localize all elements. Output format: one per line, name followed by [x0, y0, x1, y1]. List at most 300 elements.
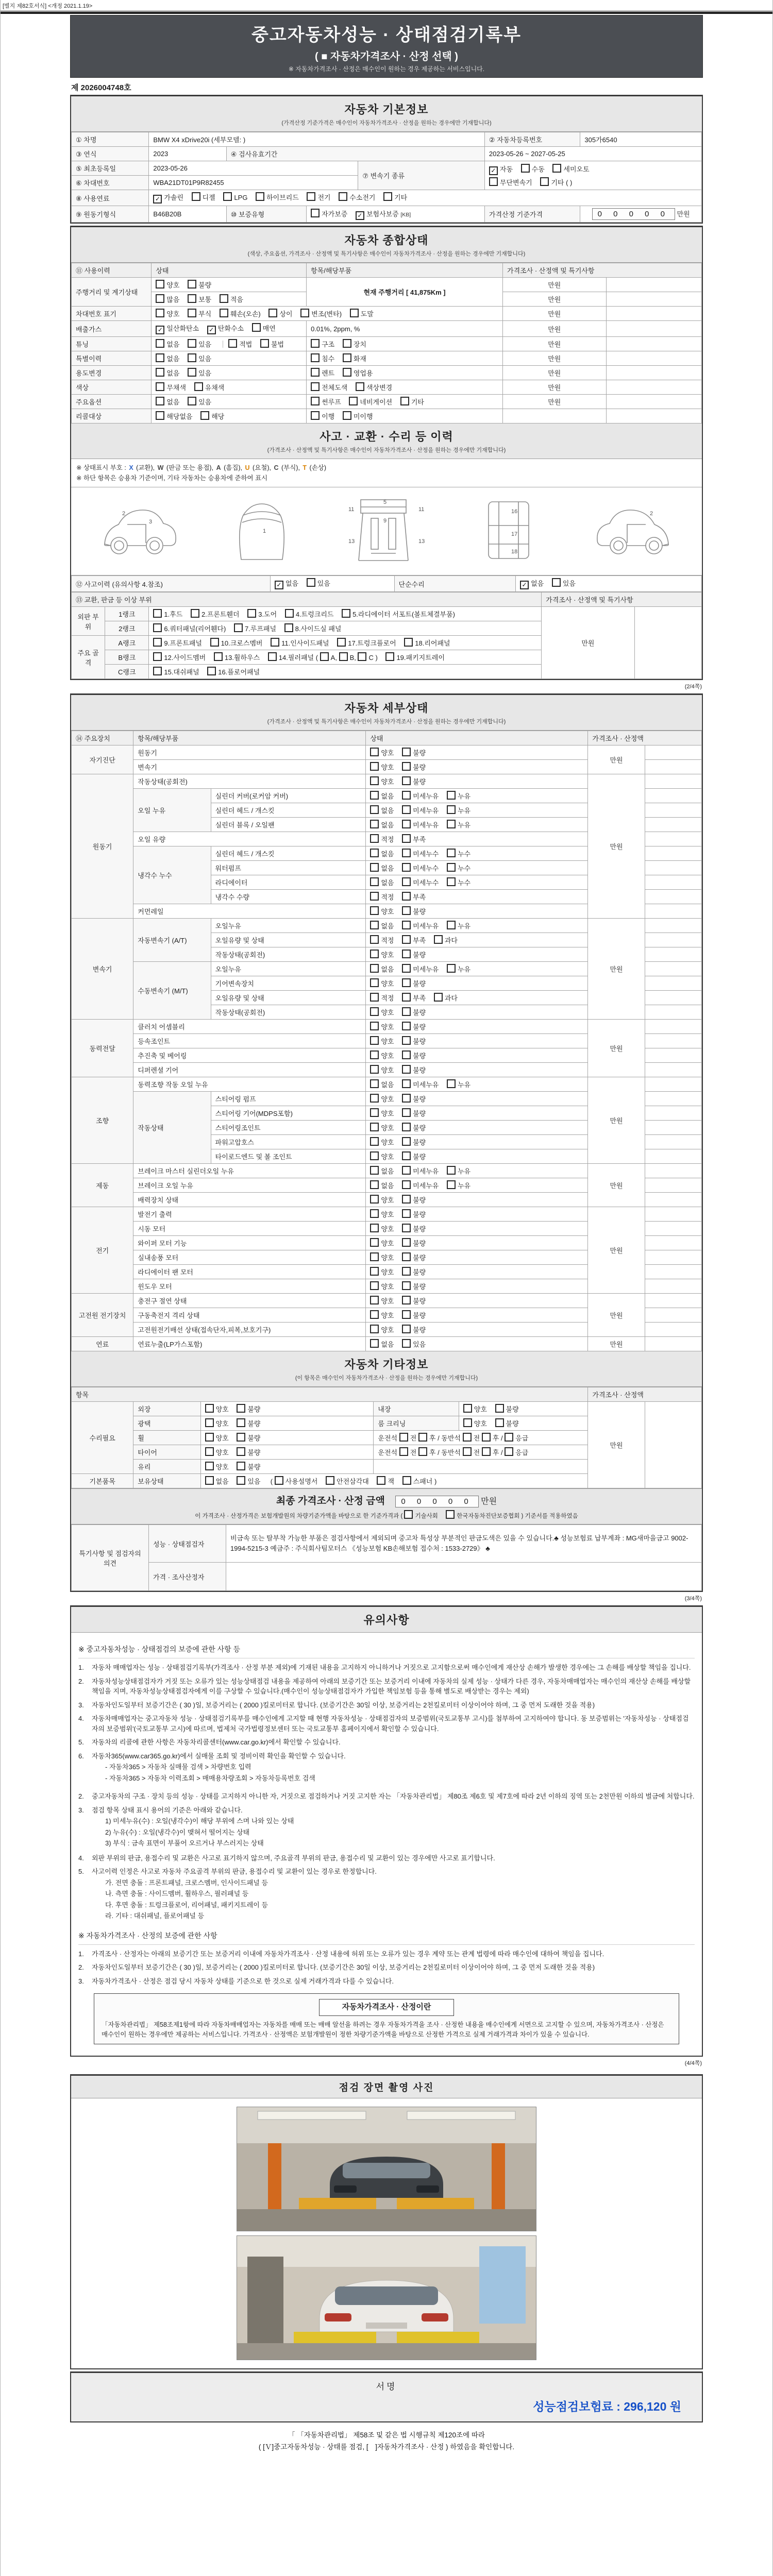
- checkbox[interactable]: ✓: [489, 166, 498, 175]
- checkbox-option[interactable]: [402, 1296, 426, 1306]
- checkbox[interactable]: [402, 921, 411, 929]
- checkbox[interactable]: [252, 323, 261, 332]
- checkbox-option[interactable]: [271, 638, 329, 648]
- checkbox[interactable]: [311, 353, 320, 362]
- checkbox-option[interactable]: [447, 964, 470, 974]
- checkbox[interactable]: [188, 339, 196, 348]
- checkbox-option[interactable]: [228, 339, 252, 349]
- checkbox-option[interactable]: [300, 309, 342, 318]
- checkbox-option[interactable]: [156, 382, 186, 392]
- checkbox-option[interactable]: [463, 1418, 487, 1428]
- checkbox-option[interactable]: [402, 993, 426, 1003]
- checkbox-option[interactable]: [207, 323, 244, 334]
- checkbox[interactable]: [370, 1065, 379, 1074]
- checkbox[interactable]: [370, 993, 379, 1002]
- checkbox[interactable]: [418, 1433, 427, 1442]
- checkbox[interactable]: [237, 1418, 245, 1427]
- checkbox[interactable]: [210, 638, 219, 647]
- checkbox-option[interactable]: [311, 411, 334, 421]
- checkbox[interactable]: [205, 1462, 214, 1470]
- checkbox[interactable]: [370, 950, 379, 958]
- checkbox-option[interactable]: [400, 397, 424, 406]
- checkbox[interactable]: [349, 397, 358, 405]
- checkbox-option[interactable]: [402, 1065, 426, 1075]
- checkbox-option[interactable]: [370, 964, 394, 974]
- checkbox-option[interactable]: [311, 397, 341, 406]
- checkbox[interactable]: [370, 1310, 379, 1319]
- checkbox-option[interactable]: [268, 309, 292, 318]
- checkbox-option[interactable]: [311, 382, 347, 392]
- checkbox[interactable]: [370, 1137, 379, 1146]
- checkbox-option[interactable]: [350, 309, 374, 318]
- checkbox-option[interactable]: [402, 791, 439, 801]
- checkbox[interactable]: [234, 623, 243, 632]
- checkbox-option[interactable]: [402, 1238, 426, 1248]
- checkbox[interactable]: [370, 921, 379, 929]
- checkbox-option[interactable]: [188, 294, 211, 304]
- checkbox-option[interactable]: [260, 339, 284, 349]
- checkbox[interactable]: [307, 192, 315, 201]
- checkbox[interactable]: [540, 177, 549, 186]
- checkbox-option[interactable]: [402, 1195, 426, 1205]
- checkbox[interactable]: [370, 1094, 379, 1103]
- checkbox-option[interactable]: [370, 1050, 394, 1060]
- checkbox-option[interactable]: [552, 578, 576, 588]
- checkbox[interactable]: [223, 192, 232, 201]
- checkbox-option[interactable]: [356, 209, 399, 220]
- checkbox[interactable]: [447, 820, 456, 828]
- checkbox[interactable]: [370, 748, 379, 756]
- checkbox-option[interactable]: [370, 1079, 394, 1089]
- checkbox-option[interactable]: [404, 1510, 438, 1520]
- checkbox[interactable]: [237, 1447, 245, 1456]
- checkbox[interactable]: [370, 892, 379, 901]
- checkbox[interactable]: [200, 411, 209, 420]
- checkbox[interactable]: [370, 820, 379, 828]
- checkbox[interactable]: [153, 623, 162, 632]
- checkbox[interactable]: [188, 294, 196, 303]
- checkbox[interactable]: [370, 964, 379, 973]
- checkbox-option[interactable]: [223, 192, 247, 201]
- checkbox-option[interactable]: [205, 1433, 229, 1443]
- checkbox[interactable]: [370, 762, 379, 771]
- checkbox[interactable]: [339, 192, 347, 201]
- checkbox[interactable]: [370, 1036, 379, 1045]
- checkbox[interactable]: [214, 652, 223, 661]
- checkbox[interactable]: [447, 1180, 456, 1189]
- checkbox-option[interactable]: [307, 578, 330, 588]
- checkbox-option[interactable]: [402, 892, 426, 902]
- checkbox-option[interactable]: [404, 638, 450, 648]
- checkbox[interactable]: [268, 309, 277, 317]
- checkbox-option[interactable]: [402, 1339, 426, 1349]
- checkbox[interactable]: [370, 1108, 379, 1117]
- checkbox-option[interactable]: [434, 993, 458, 1003]
- checkbox[interactable]: [350, 309, 359, 317]
- checkbox[interactable]: [402, 1476, 411, 1485]
- checkbox[interactable]: [402, 762, 411, 771]
- checkbox[interactable]: [402, 776, 411, 785]
- checkbox[interactable]: [370, 1339, 379, 1348]
- checkbox-option[interactable]: [377, 1476, 394, 1486]
- checkbox[interactable]: [447, 921, 456, 929]
- checkbox[interactable]: [402, 849, 411, 857]
- checkbox-option[interactable]: [402, 978, 426, 988]
- checkbox[interactable]: [402, 906, 411, 915]
- checkbox[interactable]: [434, 935, 443, 944]
- checkbox[interactable]: [370, 1238, 379, 1247]
- checkbox-option[interactable]: [370, 921, 394, 930]
- checkbox[interactable]: [402, 892, 411, 901]
- checkbox[interactable]: [434, 993, 443, 1002]
- checkbox[interactable]: [237, 1476, 245, 1485]
- checkbox[interactable]: [260, 339, 269, 348]
- checkbox[interactable]: [505, 1433, 513, 1442]
- checkbox[interactable]: [207, 667, 216, 675]
- checkbox-option[interactable]: [402, 820, 439, 829]
- checkbox[interactable]: [370, 805, 379, 814]
- checkbox[interactable]: [447, 877, 456, 886]
- checkbox[interactable]: [205, 1404, 214, 1413]
- checkbox-option[interactable]: [156, 411, 192, 421]
- checkbox[interactable]: [447, 863, 456, 872]
- checkbox[interactable]: ✓: [207, 326, 216, 334]
- checkbox[interactable]: [402, 877, 411, 886]
- checkbox-option[interactable]: [342, 609, 455, 619]
- checkbox[interactable]: [482, 1447, 491, 1456]
- checkbox-option[interactable]: [402, 1022, 426, 1031]
- checkbox[interactable]: [402, 1252, 411, 1261]
- checkbox[interactable]: [370, 776, 379, 785]
- checkbox-option[interactable]: [207, 667, 260, 676]
- checkbox[interactable]: [402, 1296, 411, 1304]
- checkbox-option[interactable]: [447, 921, 470, 930]
- checkbox[interactable]: [370, 1180, 379, 1189]
- checkbox[interactable]: [370, 1050, 379, 1059]
- checkbox-option[interactable]: [402, 964, 439, 974]
- checkbox[interactable]: [370, 1209, 379, 1218]
- checkbox[interactable]: [275, 1476, 283, 1485]
- checkbox-option[interactable]: [156, 339, 179, 349]
- checkbox-option[interactable]: [188, 339, 211, 349]
- checkbox-option[interactable]: [402, 1007, 426, 1017]
- checkbox[interactable]: [463, 1447, 472, 1456]
- checkbox[interactable]: [156, 368, 164, 377]
- checkbox-option[interactable]: [370, 1325, 394, 1334]
- checkbox-option[interactable]: [343, 411, 373, 421]
- checkbox[interactable]: [402, 863, 411, 872]
- checkbox[interactable]: [370, 978, 379, 987]
- checkbox[interactable]: [205, 1418, 214, 1427]
- checkbox[interactable]: [402, 820, 411, 828]
- checkbox[interactable]: [153, 638, 162, 647]
- checkbox-option[interactable]: [370, 1094, 394, 1104]
- checkbox-option[interactable]: [311, 339, 334, 349]
- checkbox-option[interactable]: [370, 834, 394, 844]
- checkbox[interactable]: [153, 652, 162, 661]
- checkbox-option[interactable]: [188, 368, 211, 378]
- checkbox[interactable]: [156, 353, 164, 362]
- checkbox-option[interactable]: [370, 1166, 394, 1176]
- checkbox-option[interactable]: [153, 623, 226, 633]
- checkbox[interactable]: [156, 397, 164, 405]
- checkbox-option[interactable]: [237, 1447, 260, 1457]
- checkbox-option[interactable]: [402, 805, 439, 815]
- checkbox-option[interactable]: [402, 1036, 426, 1046]
- checkbox-option[interactable]: [402, 776, 426, 786]
- checkbox-option[interactable]: [370, 1281, 394, 1291]
- checkbox[interactable]: [337, 638, 346, 647]
- checkbox-option[interactable]: [370, 935, 394, 945]
- checkbox-option[interactable]: [370, 978, 394, 988]
- checkbox[interactable]: [370, 1007, 379, 1016]
- checkbox[interactable]: [156, 294, 164, 303]
- checkbox[interactable]: [400, 397, 409, 405]
- checkbox-option[interactable]: [370, 1224, 394, 1233]
- checkbox-option[interactable]: [156, 294, 179, 304]
- checkbox[interactable]: [552, 578, 561, 587]
- checkbox-option[interactable]: [191, 609, 240, 619]
- checkbox[interactable]: [300, 309, 309, 317]
- checkbox[interactable]: [383, 192, 392, 201]
- checkbox-option[interactable]: [311, 209, 347, 218]
- checkbox-option[interactable]: [256, 192, 299, 202]
- checkbox-option[interactable]: [402, 877, 439, 887]
- checkbox[interactable]: [370, 1296, 379, 1304]
- checkbox[interactable]: [370, 1267, 379, 1276]
- checkbox[interactable]: [284, 623, 293, 632]
- checkbox[interactable]: [402, 1224, 411, 1232]
- checkbox-option[interactable]: [156, 280, 179, 290]
- checkbox[interactable]: [311, 397, 320, 405]
- checkbox[interactable]: [447, 1079, 456, 1088]
- checkbox-option[interactable]: [402, 921, 439, 930]
- checkbox-option[interactable]: [356, 382, 392, 392]
- checkbox[interactable]: [205, 1433, 214, 1442]
- checkbox-option[interactable]: [370, 1195, 394, 1205]
- checkbox[interactable]: [343, 353, 351, 362]
- checkbox-option[interactable]: [402, 1137, 426, 1147]
- checkbox[interactable]: [495, 1404, 504, 1413]
- checkbox-option[interactable]: [156, 323, 199, 334]
- checkbox[interactable]: [370, 1079, 379, 1088]
- checkbox-option[interactable]: [370, 1252, 394, 1262]
- checkbox-option[interactable]: [349, 397, 392, 406]
- checkbox-option[interactable]: [370, 906, 394, 916]
- checkbox-option[interactable]: [552, 164, 589, 174]
- checkbox[interactable]: [370, 1166, 379, 1175]
- checkbox-option[interactable]: [307, 192, 330, 202]
- checkbox-option[interactable]: [370, 863, 394, 873]
- checkbox[interactable]: [285, 609, 294, 618]
- checkbox-option[interactable]: [237, 1404, 260, 1414]
- checkbox[interactable]: [447, 1166, 456, 1175]
- checkbox[interactable]: [402, 748, 411, 756]
- checkbox[interactable]: [489, 177, 498, 186]
- checkbox-option[interactable]: [402, 1079, 439, 1089]
- checkbox-option[interactable]: [275, 1476, 318, 1486]
- checkbox-option[interactable]: [326, 1476, 369, 1486]
- checkbox[interactable]: [482, 1433, 491, 1442]
- checkbox[interactable]: [156, 309, 164, 317]
- checkbox[interactable]: [342, 609, 350, 618]
- checkbox[interactable]: [370, 1123, 379, 1131]
- checkbox[interactable]: [188, 397, 196, 405]
- checkbox-option[interactable]: [495, 1404, 519, 1414]
- checkbox-option[interactable]: [370, 820, 394, 829]
- checkbox-option[interactable]: [402, 1310, 426, 1320]
- checkbox[interactable]: [402, 1022, 411, 1030]
- checkbox[interactable]: [402, 1108, 411, 1117]
- checkbox[interactable]: [402, 1166, 411, 1175]
- checkbox[interactable]: [311, 339, 320, 348]
- checkbox-option[interactable]: [188, 309, 211, 318]
- checkbox-option[interactable]: [402, 762, 426, 772]
- checkbox[interactable]: [307, 578, 315, 587]
- checkbox[interactable]: [370, 1252, 379, 1261]
- checkbox[interactable]: [326, 1476, 334, 1485]
- checkbox[interactable]: [402, 1339, 411, 1348]
- checkbox[interactable]: [399, 1447, 408, 1456]
- checkbox-option[interactable]: [200, 411, 224, 421]
- checkbox[interactable]: [402, 1180, 411, 1189]
- checkbox[interactable]: [311, 382, 320, 391]
- checkbox-option[interactable]: [237, 1418, 260, 1428]
- checkbox-option[interactable]: [446, 1510, 519, 1520]
- checkbox-option[interactable]: [153, 638, 202, 648]
- checkbox[interactable]: [521, 164, 530, 173]
- checkbox-option[interactable]: [463, 1404, 487, 1414]
- checkbox-option[interactable]: [370, 1209, 394, 1219]
- checkbox-option[interactable]: [370, 762, 394, 772]
- checkbox[interactable]: [402, 935, 411, 944]
- checkbox-option[interactable]: [370, 1123, 394, 1132]
- checkbox-option[interactable]: [447, 1180, 470, 1190]
- checkbox[interactable]: [402, 978, 411, 987]
- checkbox[interactable]: [446, 1510, 455, 1519]
- checkbox-option[interactable]: [385, 652, 444, 662]
- checkbox[interactable]: [463, 1418, 472, 1427]
- checkbox-option[interactable]: [205, 1418, 229, 1428]
- checkbox[interactable]: [402, 964, 411, 973]
- checkbox-option[interactable]: 14.필러패널 ( A, B, C ): [268, 652, 378, 662]
- checkbox[interactable]: [153, 667, 162, 675]
- checkbox[interactable]: [343, 411, 351, 420]
- checkbox[interactable]: [552, 164, 561, 173]
- checkbox-option[interactable]: [275, 578, 298, 589]
- checkbox[interactable]: [188, 353, 196, 362]
- checkbox-option[interactable]: [370, 1036, 394, 1046]
- checkbox[interactable]: [402, 805, 411, 814]
- checkbox-option[interactable]: [447, 820, 470, 829]
- checkbox[interactable]: [447, 805, 456, 814]
- checkbox[interactable]: [237, 1404, 245, 1413]
- checkbox-option[interactable]: [194, 382, 225, 392]
- checkbox-option[interactable]: [370, 993, 394, 1003]
- checkbox-option[interactable]: [370, 1065, 394, 1075]
- checkbox[interactable]: [320, 652, 329, 661]
- checkbox-option[interactable]: [402, 748, 426, 757]
- checkbox-option[interactable]: [447, 849, 470, 858]
- checkbox-option[interactable]: [153, 652, 206, 662]
- checkbox-option[interactable]: [520, 578, 544, 589]
- checkbox-option[interactable]: [489, 177, 532, 187]
- checkbox-option[interactable]: [370, 1310, 394, 1320]
- checkbox[interactable]: [356, 382, 364, 391]
- checkbox-option[interactable]: [402, 1281, 426, 1291]
- checkbox-option[interactable]: [156, 353, 179, 363]
- checkbox-option[interactable]: [247, 609, 277, 619]
- checkbox[interactable]: [343, 368, 351, 377]
- checkbox-option[interactable]: [370, 1339, 394, 1349]
- checkbox[interactable]: [271, 638, 279, 647]
- checkbox-option[interactable]: [205, 1447, 229, 1457]
- checkbox-option[interactable]: [402, 935, 426, 945]
- checkbox[interactable]: [256, 192, 264, 201]
- checkbox[interactable]: [205, 1447, 214, 1456]
- checkbox-option[interactable]: [311, 368, 334, 378]
- checkbox[interactable]: [188, 368, 196, 377]
- checkbox[interactable]: [370, 791, 379, 800]
- checkbox-option[interactable]: [495, 1418, 519, 1428]
- checkbox[interactable]: [370, 935, 379, 944]
- checkbox[interactable]: [463, 1404, 472, 1413]
- checkbox[interactable]: [447, 849, 456, 857]
- checkbox[interactable]: [156, 339, 164, 348]
- checkbox[interactable]: [402, 1137, 411, 1146]
- checkbox[interactable]: [268, 652, 277, 661]
- checkbox-option[interactable]: [402, 849, 439, 858]
- checkbox-option[interactable]: [402, 1209, 426, 1219]
- checkbox-option[interactable]: [402, 1252, 426, 1262]
- checkbox-option[interactable]: [220, 294, 243, 304]
- checkbox-option[interactable]: [402, 1123, 426, 1132]
- checkbox[interactable]: [495, 1418, 504, 1427]
- checkbox-option[interactable]: [156, 309, 179, 318]
- checkbox-option[interactable]: [402, 1151, 426, 1161]
- checkbox[interactable]: [399, 1433, 408, 1442]
- checkbox[interactable]: [402, 1007, 411, 1016]
- checkbox-option[interactable]: [402, 1180, 439, 1190]
- checkbox-option[interactable]: [402, 1166, 439, 1176]
- checkbox-option[interactable]: [156, 368, 179, 378]
- checkbox-option[interactable]: [337, 638, 396, 648]
- checkbox-option[interactable]: [370, 1137, 394, 1147]
- checkbox[interactable]: [447, 791, 456, 800]
- checkbox[interactable]: [370, 1281, 379, 1290]
- checkbox-option[interactable]: [205, 1462, 229, 1471]
- checkbox[interactable]: [402, 1267, 411, 1276]
- checkbox-option[interactable]: [434, 935, 458, 945]
- checkbox-option[interactable]: [402, 950, 426, 959]
- checkbox[interactable]: [156, 280, 164, 289]
- checkbox-option[interactable]: [447, 805, 470, 815]
- checkbox-option[interactable]: [237, 1433, 260, 1443]
- checkbox-option[interactable]: [370, 1296, 394, 1306]
- checkbox[interactable]: [505, 1447, 513, 1456]
- checkbox[interactable]: [402, 1325, 411, 1333]
- checkbox-option[interactable]: [402, 906, 426, 916]
- checkbox-option[interactable]: [234, 623, 276, 633]
- checkbox-option[interactable]: [447, 863, 470, 873]
- checkbox-option[interactable]: [540, 177, 572, 187]
- checkbox-option[interactable]: [402, 863, 439, 873]
- checkbox[interactable]: [385, 652, 394, 661]
- checkbox[interactable]: [463, 1433, 472, 1442]
- checkbox[interactable]: [343, 339, 351, 348]
- checkbox-option[interactable]: [402, 1094, 426, 1104]
- checkbox-option[interactable]: [370, 791, 394, 801]
